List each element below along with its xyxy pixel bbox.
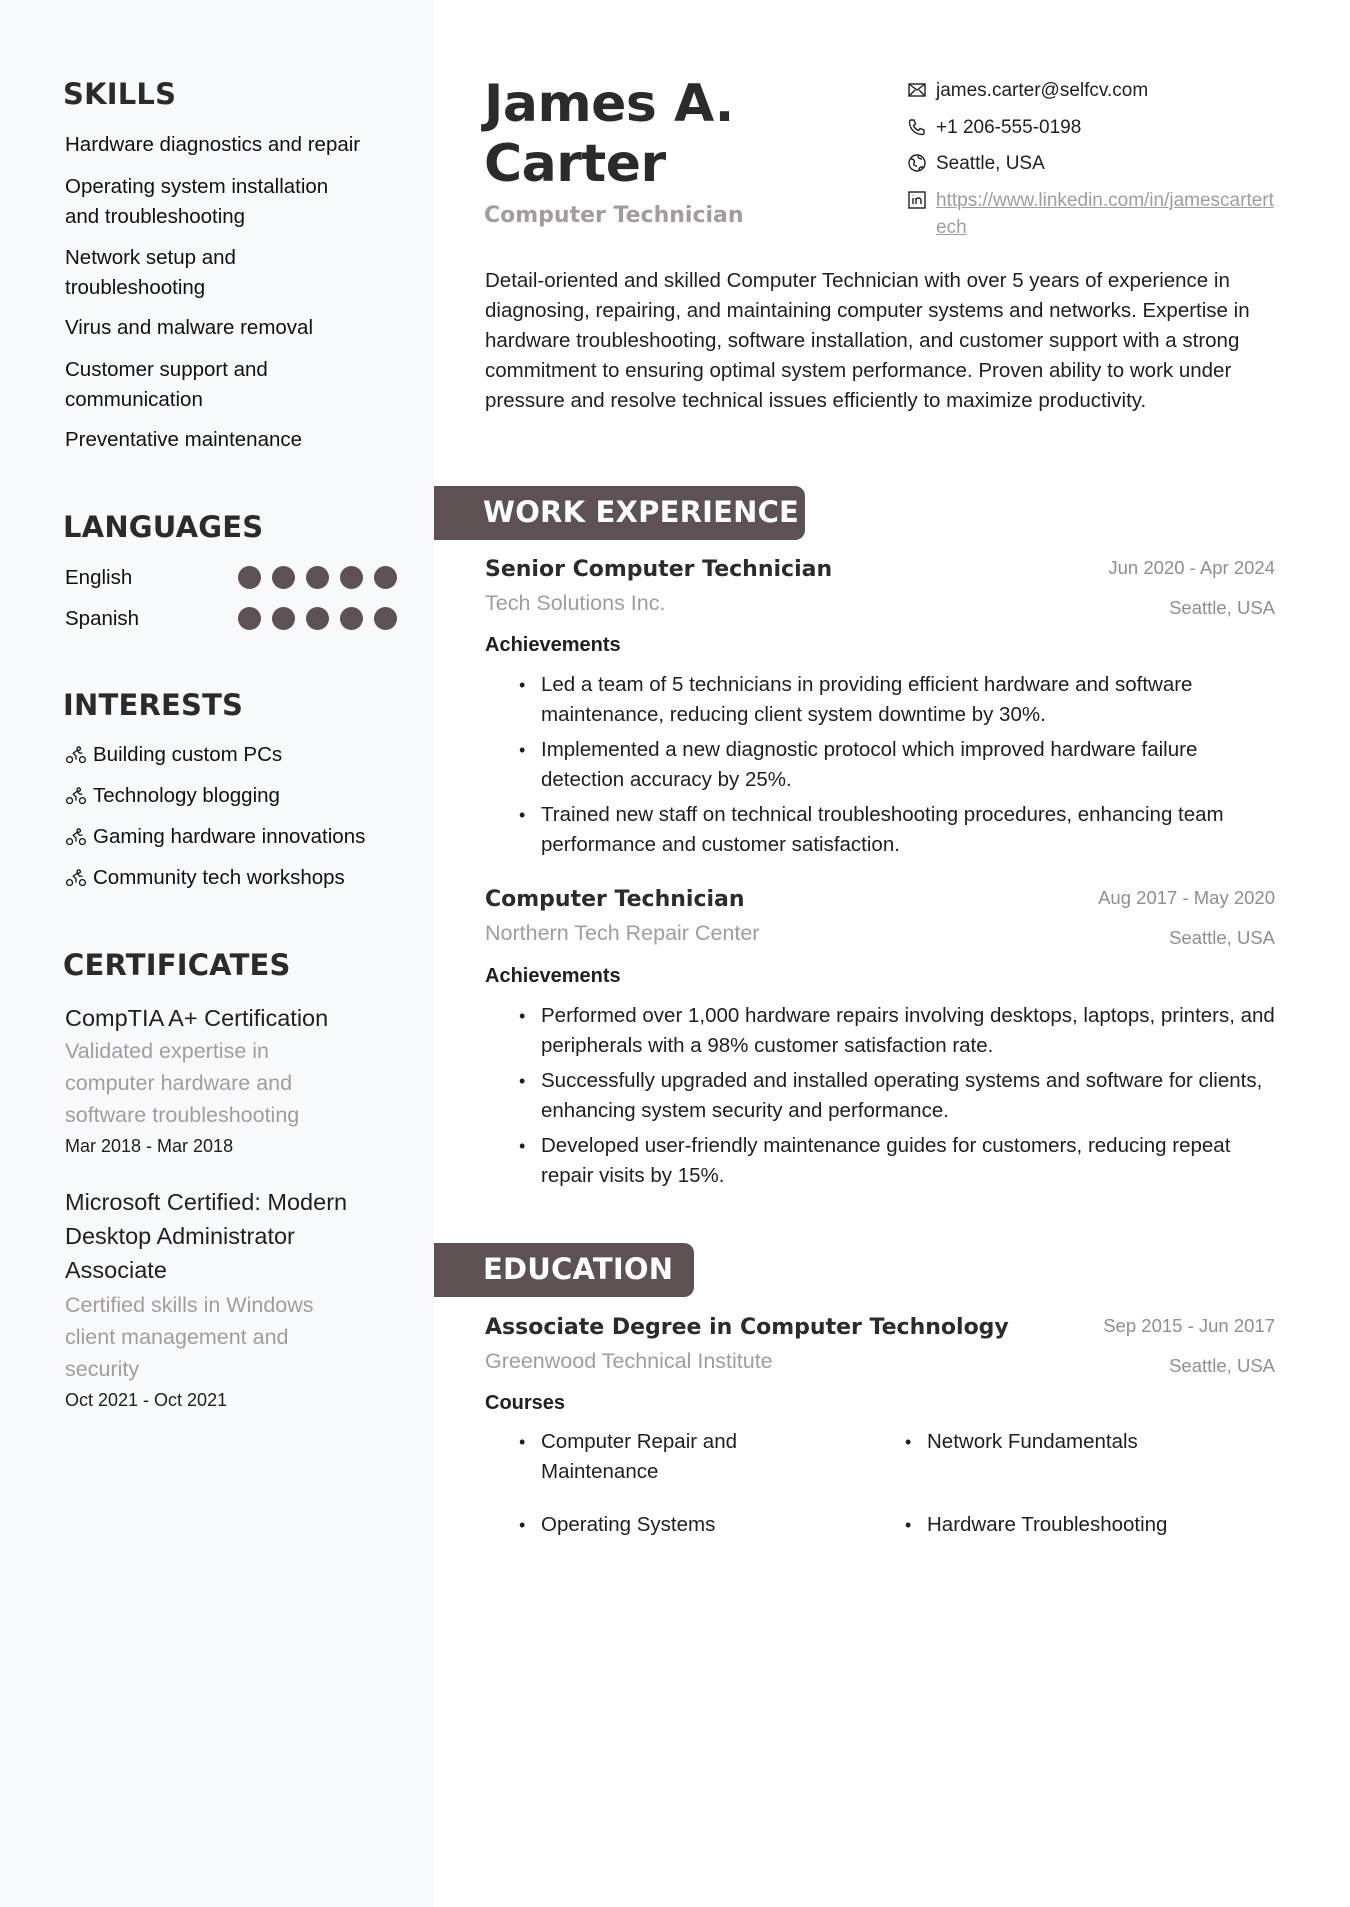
achievement-item: • Led a team of 5 technicians in providing efficient hardware and software maintenance, reducing client system downtime by 30%. xyxy=(541,670,1286,730)
course-item: • Operating Systems xyxy=(541,1510,821,1540)
candidate-name: James A. Carter xyxy=(484,74,734,194)
achievement-item: • Implemented a new diagnostic protocol which improved hardware failure detection accuracy by 25%. xyxy=(541,735,1286,795)
cyclist-icon xyxy=(65,867,87,889)
level-dot xyxy=(238,566,261,589)
interests-heading: INTERESTS xyxy=(63,688,244,722)
course-item: • Network Fundamentals xyxy=(927,1427,1207,1457)
location-text: Seattle, USA xyxy=(936,153,1045,174)
job-company: Northern Tech Repair Center xyxy=(485,921,760,945)
interest-item xyxy=(65,822,365,852)
level-dot xyxy=(238,607,261,630)
level-dot xyxy=(272,566,295,589)
level-dot xyxy=(272,607,295,630)
contact-email xyxy=(907,77,1148,104)
job-dates: Aug 2017 - May 2020 xyxy=(1098,887,1275,908)
cyclist-icon xyxy=(65,826,87,848)
certificate-title: Microsoft Certified: Modern Desktop Administrator Associate xyxy=(65,1189,348,1283)
language-name: Spanish xyxy=(65,607,140,630)
education-dates: Sep 2015 - Jun 2017 xyxy=(1103,1315,1275,1336)
phone-icon xyxy=(907,117,927,137)
linkedin-link[interactable]: https://www.linkedin.com/in/jamescartertech xyxy=(936,190,1274,238)
language-name: English xyxy=(65,566,133,589)
contact-phone xyxy=(907,114,1081,141)
job-location: Seattle, USA xyxy=(1169,927,1275,948)
certificate-title: CompTIA A+ Certification xyxy=(65,1005,329,1031)
level-dot xyxy=(374,607,397,630)
job-title: Computer Technician xyxy=(485,887,745,912)
contact-location xyxy=(907,150,1045,177)
envelope-icon xyxy=(907,80,927,100)
degree-title: Associate Degree in Computer Technology xyxy=(485,1315,1009,1340)
interest-label: Gaming hardware innovations xyxy=(93,825,366,848)
level-dot xyxy=(374,566,397,589)
level-dot xyxy=(306,607,329,630)
skill-item: Customer support and communication xyxy=(65,358,268,411)
level-dot xyxy=(306,566,329,589)
section-title: EDUCATION xyxy=(483,1252,674,1286)
candidate-role: Computer Technician xyxy=(484,203,744,228)
certificates-heading: CERTIFICATES xyxy=(63,948,291,982)
cyclist-icon xyxy=(65,785,87,807)
certificate-date: Oct 2021 - Oct 2021 xyxy=(65,1390,228,1410)
courses-label: Courses xyxy=(485,1392,566,1414)
interest-item xyxy=(65,863,345,893)
certificate-date: Mar 2018 - Mar 2018 xyxy=(65,1136,234,1156)
achievements-label: Achievements xyxy=(485,965,621,987)
education-header xyxy=(434,1243,694,1297)
course-item: • Hardware Troubleshooting xyxy=(927,1510,1207,1540)
interest-label: Community tech workshops xyxy=(93,866,345,889)
level-dot xyxy=(340,566,363,589)
contact-linkedin xyxy=(907,187,1281,241)
job-company: Tech Solutions Inc. xyxy=(485,591,666,615)
phone-text[interactable]: +1 206-555-0198 xyxy=(936,117,1082,138)
interest-label: Building custom PCs xyxy=(93,743,283,766)
interest-label: Technology blogging xyxy=(93,784,280,807)
skill-item: Virus and malware removal xyxy=(65,316,314,339)
interest-item xyxy=(65,740,282,770)
sidebar xyxy=(0,0,434,1907)
language-row xyxy=(65,604,405,634)
work-experience-header xyxy=(434,486,805,540)
certificate-description: Validated expertise in computer hardware and software troubleshooting xyxy=(65,1039,300,1127)
globe-icon xyxy=(907,153,927,173)
job-title: Senior Computer Technician xyxy=(485,557,833,582)
education-location: Seattle, USA xyxy=(1169,1355,1275,1376)
language-row xyxy=(65,563,405,593)
certificate-description: Certified skills in Windows client management and security xyxy=(65,1293,314,1381)
achievement-item: • Developed user-friendly maintenance guides for customers, reducing repeat repair visits by 15%. xyxy=(541,1131,1286,1191)
skill-item: Operating system installation and troubleshooting xyxy=(65,175,329,228)
job-location: Seattle, USA xyxy=(1169,597,1275,618)
achievement-item: • Successfully upgraded and installed operating systems and software for clients, enhancing system security and performance. xyxy=(541,1066,1286,1126)
section-title: WORK EXPERIENCE xyxy=(483,495,800,529)
skills-heading: SKILLS xyxy=(63,77,177,111)
email-text[interactable]: james.carter@selfcv.com xyxy=(936,80,1149,101)
linkedin-icon xyxy=(907,190,927,210)
level-dot xyxy=(340,607,363,630)
achievements-label: Achievements xyxy=(485,634,621,656)
interest-item xyxy=(65,781,280,811)
cyclist-icon xyxy=(65,744,87,766)
achievement-item: • Trained new staff on technical troubleshooting procedures, enhancing team performance and customer satisfaction. xyxy=(541,800,1286,860)
school-name: Greenwood Technical Institute xyxy=(485,1349,773,1373)
skill-item: Hardware diagnostics and repair xyxy=(65,133,361,156)
job-dates: Jun 2020 - Apr 2024 xyxy=(1108,557,1275,578)
languages-heading: LANGUAGES xyxy=(63,510,264,544)
course-item: • Computer Repair and Maintenance xyxy=(541,1427,771,1487)
profile-summary: Detail-oriented and skilled Computer Technician with over 5 years of experience in diagnosing, repairing, and maintaining computer systems and networks. Expertise in hardware troubleshooting, software installation, and customer support with a strong commitment to ensuring optimal system performance. Proven ability to work under pressure and resolve technical issues efficiently to maximize productivity. xyxy=(485,269,1250,412)
skill-item: Preventative maintenance xyxy=(65,428,303,451)
achievement-item: • Performed over 1,000 hardware repairs involving desktops, laptops, printers, and peripherals with a 98% customer satisfaction rate. xyxy=(541,1001,1286,1061)
language-level-dots xyxy=(238,607,397,630)
skill-item: Network setup and troubleshooting xyxy=(65,246,236,299)
language-level-dots xyxy=(238,566,397,589)
